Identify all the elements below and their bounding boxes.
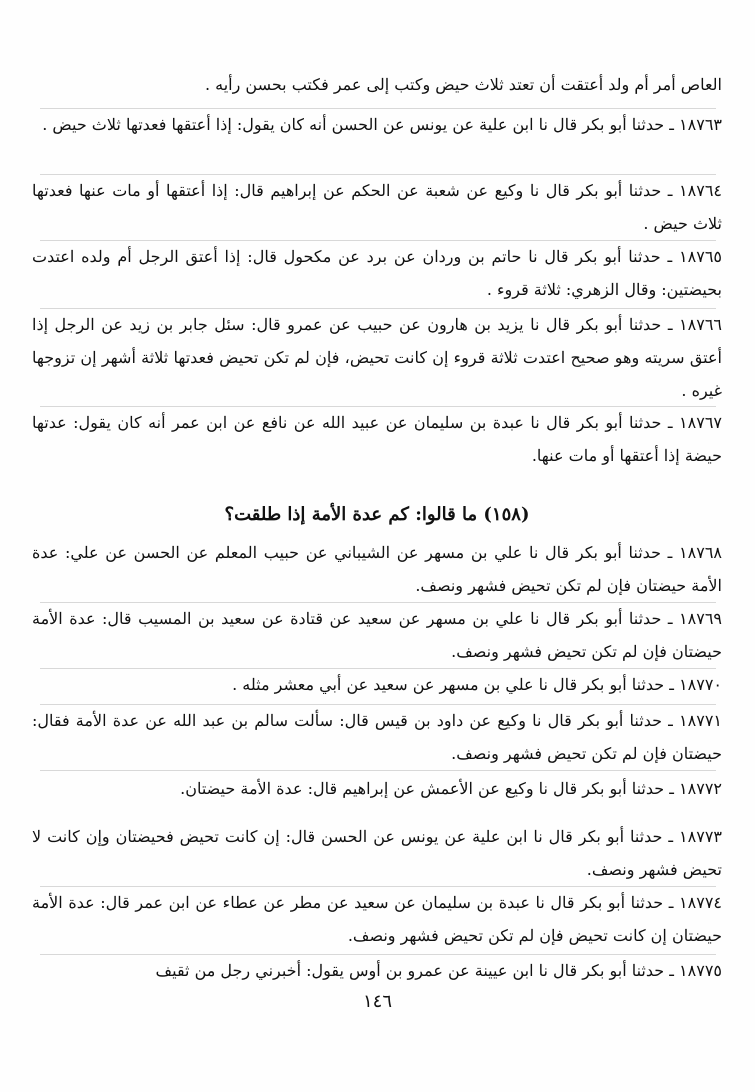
hadith-18770: ١٨٧٧٠ ـ حدثنا أبو بكر قال نا علي بن مسهر عن سعيد عن أبي معشر مثله .	[232, 675, 722, 694]
hadith-18769: ١٨٧٦٩ ـ حدثنا أبو بكر قال نا علي بن مسهر عن سعيد عن قتادة عن سعيد بن المسيب قال: عدة الأمة حيضتان فإن لم تكن تحيض فشهر ونصف.	[32, 609, 723, 661]
paragraph-divider	[40, 770, 716, 771]
hadith-18767: ١٨٧٦٧ ـ حدثنا أبو بكر قال نا عبدة بن سليمان عن عبيد الله عن نافع عن ابن عمر أنه كان يقول: عدتها حيضة إذا أعتقها أو مات عنها.	[32, 413, 722, 465]
section-heading: (١٥٨) ما قالوا: كم عدة الأمة إذا طلقت؟	[224, 504, 530, 525]
hadith-18771: ١٨٧٧١ ـ حدثنا أبو بكر قال نا وكيع عن داود بن قيس قال: سألت سالم بن عبد الله عن عدة الأمة فقال: حيضتان فإن لم تكن تحيض فشهر ونصف.	[32, 711, 722, 763]
hadith-18772: ١٨٧٧٢ ـ حدثنا أبو بكر قال نا وكيع عن الأعمش عن إبراهيم قال: عدة الأمة حيضتان.	[180, 779, 722, 798]
hadith-18775: ١٨٧٧٥ ـ حدثنا أبو بكر قال نا ابن عيينة عن عمرو بن أوس يقول: أخبرني رجل من ثقيف	[155, 961, 722, 980]
hadith-18774: ١٨٧٧٤ ـ حدثنا أبو بكر قال نا عبدة بن سليمان عن سعيد عن مطر عن عطاء عن ابن عمر قال: عدة الأمة حيضتان إن كانت تحيض فإن لم تكن تحيض فشهر ونصف.	[32, 893, 722, 945]
hadith-18773: ١٨٧٧٣ ـ حدثنا أبو بكر قال نا ابن علية عن يونس عن الحسن قال: إن كانت تحيض فحيضتان وإن كانت لا تحيض فشهر ونصف.	[32, 827, 723, 879]
paragraph-continuation: العاص أمر أم ولد أعتقت أن تعتد ثلاث حيض وكتب إلى عمر فكتب بحسن رأيه .	[204, 75, 722, 94]
hadith-18768: ١٨٧٦٨ ـ حدثنا أبو بكر قال نا علي بن مسهر عن الشيباني عن حبيب المعلم عن الحسن عن علي: عدة الأمة حيضتان فإن لم تكن تحيض فشهر ونصف.	[32, 543, 722, 595]
page-number: ١٤٦	[362, 991, 392, 1012]
hadith-18765: ١٨٧٦٥ ـ حدثنا أبو بكر قال نا حاتم بن وردان عن برد عن مكحول قال: إذا أعتق الرجل أم ولده اعتدت بحيضتين: وقال الزهري: ثلاثة قروء .	[32, 247, 722, 299]
hadith-18766: ١٨٧٦٦ ـ حدثنا أبو بكر قال نا يزيد بن هارون عن حبيب عن عمرو قال: سئل جابر بن زيد عن الرجل إذا أعتق سريته وهو صحيح اعتدت ثلاثة قروء إن كانت تحيض، فإن لم تكن تحيض فعدتها ثلاثة أشهر إن تزوجها غيره .	[32, 315, 722, 400]
hadith-18763: ١٨٧٦٣ ـ حدثنا أبو بكر قال نا ابن علية عن يونس عن الحسن أنه كان يقول: إذا أعتقها فعدتها ثلاث حيض .	[42, 115, 722, 134]
hadith-18764: ١٨٧٦٤ ـ حدثنا أبو بكر قال نا وكيع عن شعبة عن الحكم عن إبراهيم قال: إذا أعتقها أو مات عنها فعدتها ثلاث حيض .	[32, 181, 723, 233]
